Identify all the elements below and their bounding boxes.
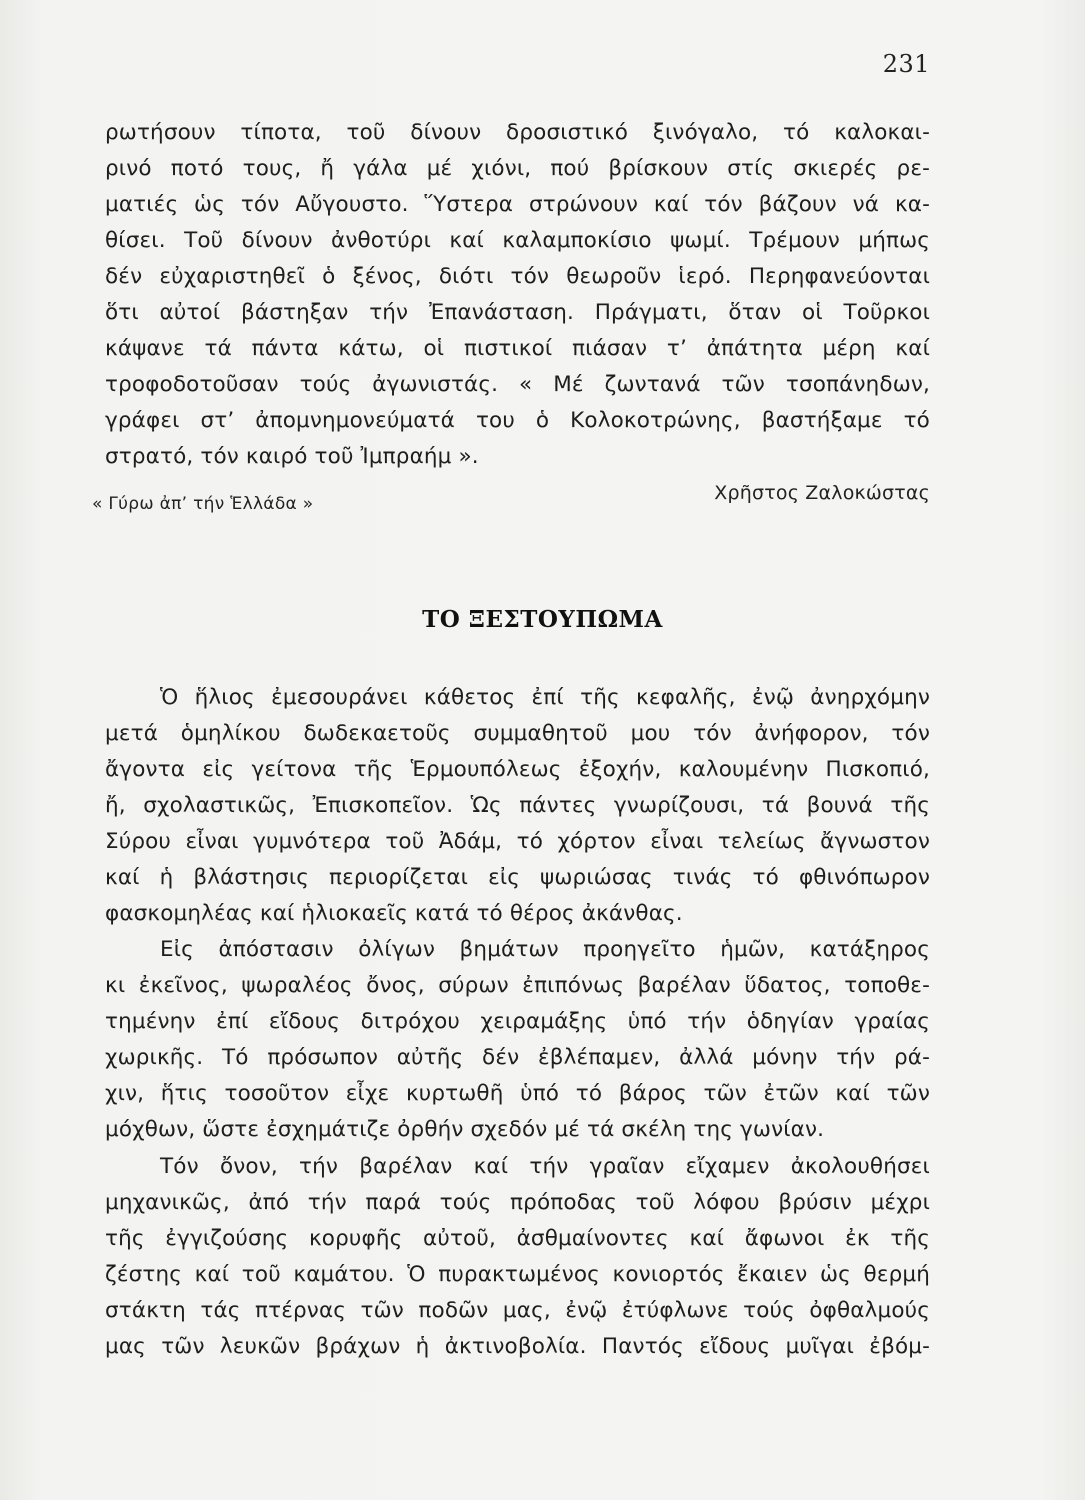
text-line: κάψανε τά πάντα κάτω, οἱ πιστικοί πιάσαν τ’ ἀπάτητα μέρη καί [105, 336, 930, 361]
text-line: ζέστης καί τοῦ καμάτου. Ὁ πυρακτωμένος κονιορτός ἔκαιεν ὡς θερμή [105, 1262, 930, 1287]
text-line: ρωτήσουν τίποτα, τοῦ δίνουν δροσιστικό ξινόγαλο, τό καλοκαι- [105, 120, 930, 145]
text-line: ἄγοντα εἰς γείτονα τῆς Ἑρμουπόλεως ἐξοχήν, καλουμένην Πισκοπιό, [105, 757, 930, 782]
text-line: μας τῶν λευκῶν βράχων ἡ ἀκτινοβολία. Παντός εἴδους μυῖγαι ἐβόμ- [105, 1334, 930, 1359]
text-line: καί ἡ βλάστησις περιορίζεται εἰς ψωριώσας τινάς τό φθινόπωρον [105, 865, 930, 890]
article-title: ΤΟ ΞΕΣΤΟΥΠΩΜΑ [422, 606, 663, 633]
text-line: ἤ, σχολαστικῶς, Ἐπισκοπεῖον. Ὡς πάντες γνωρίζουσι, τά βουνά τῆς [105, 793, 930, 818]
text-line: στάκτη τάς πτέρνας τῶν ποδῶν μας, ἐνῷ ἐτύφλωνε τούς ὀφθαλμούς [105, 1298, 930, 1323]
text-line: φασκομηλέας καί ἡλιοκαεῖς κατά τό θέρος ἀκάνθας. [105, 901, 683, 926]
text-line: ρινό ποτό τους, ἤ γάλα μέ χιόνι, πού βρίσκουν στίς σκιερές ρε- [105, 156, 930, 181]
text-line: στρατό, τόν καιρό τοῦ Ἰμπραήμ ». [105, 444, 479, 469]
text-line: γράφει στ’ ἀπομνημονεύματά του ὁ Κολοκοτρώνης, βαστήξαμε τό [105, 408, 930, 433]
text-line: θίσει. Τοῦ δίνουν ἀνθοτύρι καί καλαμποκίσιο ψωμί. Τρέμουν μήπως [105, 228, 930, 253]
quote-author: Χρῆστος Ζαλοκώστας [714, 482, 930, 504]
page-number: 231 [882, 50, 930, 78]
article-paragraph [105, 680, 930, 932]
text-line: μόχθων, ὥστε ἐσχημάτιζε ὀρθήν σχεδόν μέ τά σκέλη της γωνίαν. [105, 1117, 825, 1142]
text-line: μετά ὁμηλίκου δωδεκαετοῦς συμμαθητοῦ μου τόν ἀνήφορον, τόν [105, 721, 930, 746]
text-line: τροφοδοτοῦσαν τούς ἀγωνιστάς. « Μέ ζωντανά τῶν τσοπάνηδων, [105, 372, 930, 397]
text-line: Εἰς ἀπόστασιν ὀλίγων βημάτων προηγεῖτο ἡμῶν, κατάξηρος [160, 937, 930, 962]
quote-source: « Γύρω ἀπ’ τήν Ἑλλάδα » [92, 494, 314, 514]
text-line: χιν, ἥτις τοσοῦτον εἶχε κυρτωθῆ ὑπό τό βάρος τῶν ἐτῶν καί τῶν [105, 1081, 930, 1106]
article-paragraph [105, 932, 930, 1148]
text-line: κι ἐκεῖνος, ψωραλέος ὄνος, σύρων ἐπιπόνως βαρέλαν ὕδατος, τοποθε- [105, 973, 930, 998]
text-line: χωρικῆς. Τό πρόσωπον αὐτῆς δέν ἐβλέπαμεν, ἀλλά μόνην τήν ρά- [105, 1045, 930, 1070]
text-line: Σύρου εἶναι γυμνότερα τοῦ Ἀδάμ, τό χόρτον εἶναι τελείως ἄγνωστον [105, 829, 930, 854]
text-line: τημένην ἐπί εἴδους διτρόχου χειραμάξης ὑπό τήν ὁδηγίαν γραίας [105, 1009, 930, 1034]
text-line: δέν εὐχαριστηθεῖ ὁ ξένος, διότι τόν θεωροῦν ἱερό. Περηφανεύονται [105, 264, 930, 289]
text-line: μηχανικῶς, ἀπό τήν παρά τούς πρόποδας τοῦ λόφου βρύσιν μέχρι [105, 1190, 930, 1215]
text-line: τῆς ἐγγιζούσης κορυφῆς αὐτοῦ, ἀσθμαίνοντες καί ἄφωνοι ἐκ τῆς [105, 1226, 930, 1251]
text-line: ὅτι αὐτοί βάστηξαν τήν Ἐπανάσταση. Πράγματι, ὅταν οἱ Τοῦρκοι [105, 300, 930, 325]
quote-paragraph [105, 115, 930, 475]
article-paragraph [105, 1149, 930, 1365]
text-line: Ὁ ἥλιος ἐμεσουράνει κάθετος ἐπί τῆς κεφαλῆς, ἐνῷ ἀνηρχόμην [160, 685, 930, 710]
text-line: ματιές ὡς τόν Αὔγουστο. Ὕστερα στρώνουν καί τόν βάζουν νά κα- [105, 192, 930, 217]
text-line: Τόν ὄνον, τήν βαρέλαν καί τήν γραῖαν εἴχαμεν ἀκολουθήσει [160, 1154, 930, 1179]
